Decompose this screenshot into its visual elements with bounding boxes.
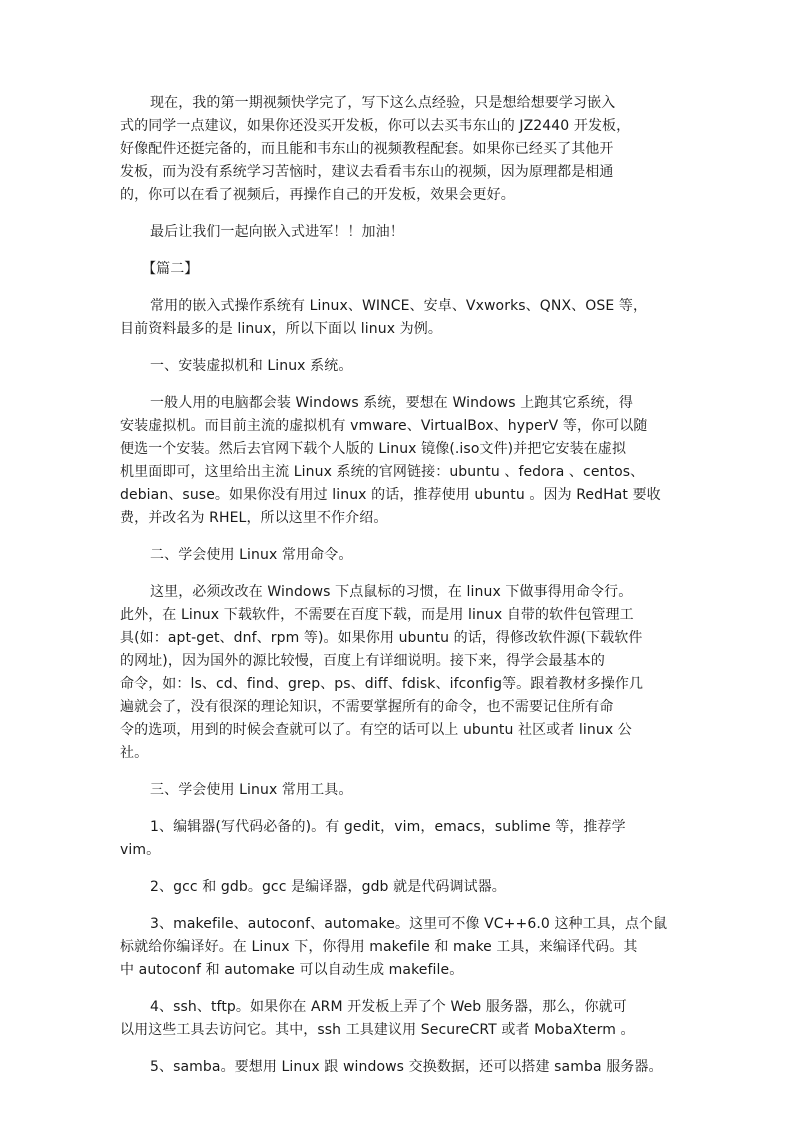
text-line: 社。 — [120, 745, 149, 761]
text-line: 一般人用的电脑都会装 Windows 系统，要想在 Windows 上跑其它系统，得 — [150, 395, 633, 411]
list-item-gcc — [120, 876, 676, 899]
paragraph-step2 — [120, 581, 676, 765]
text-line: 发板，而为没有系统学习苦恼时，建议去看看韦东山的视频，因为原理都是相通 — [120, 164, 614, 180]
step-heading-3 — [120, 779, 676, 802]
text-line: 具(如：apt-get、dnf、rpm 等)。如果你用 ubuntu 的话，得修改软件源(下载软件 — [120, 630, 643, 646]
text-line: 的，你可以在看了视频后，再操作自己的开发板，效果会更好。 — [120, 187, 515, 203]
list-item-editor — [120, 816, 676, 862]
paragraph-step1 — [120, 392, 676, 530]
text-line: 2、gcc 和 gdb。gcc 是编译器，gdb 就是代码调试器。 — [150, 879, 506, 895]
paragraph-os-list — [120, 295, 676, 341]
list-item-ssh — [120, 996, 676, 1042]
text-line: 费，并改名为 RHEL，所以这里不作介绍。 — [120, 510, 388, 526]
text-line: 式的同学一点建议，如果你还没买开发板，你可以去买韦东山的 JZ2440 开发板， — [120, 118, 631, 134]
text-line: 此外，在 Linux 下载软件，不需要在百度下载，而是用 linux 自带的软件包管理工 — [120, 607, 634, 623]
text-line: 1、编辑器(写代码必备的)。有 gedit，vim，emacs，sublime 等，推荐学 — [150, 819, 626, 835]
text-line: 好像配件还挺完备的，而且能和韦东山的视频教程配套。如果你已经买了其他开 — [120, 141, 614, 157]
text-line: 三、学会使用 Linux 常用工具。 — [150, 782, 353, 798]
step-heading-1 — [120, 355, 676, 378]
text-line: 现在，我的第一期视频快学完了，写下这么点经验，只是想给想要学习嵌入 — [150, 95, 616, 111]
paragraph-intro — [120, 92, 676, 207]
step-heading-2 — [120, 544, 676, 567]
section-heading — [120, 258, 676, 281]
text-line: 这里，必须改改在 Windows 下点鼠标的习惯，在 linux 下做事得用命令行。 — [150, 584, 633, 600]
text-line: 机里面即可，这里给出主流 Linux 系统的官网链接：ubuntu 、fedora 、centos、 — [120, 464, 645, 480]
text-line: 5、samba。要想用 Linux 跟 windows 交换数据，还可以搭建 samba 服务器。 — [150, 1059, 663, 1075]
text-line: 中 autoconf 和 automake 可以自动生成 makefile。 — [120, 962, 464, 978]
text-line: vim。 — [120, 842, 161, 858]
text-line: 以用这些工具去访问它。其中，ssh 工具建议用 SecureCRT 或者 MobaXterm 。 — [120, 1022, 635, 1038]
list-item-samba — [120, 1056, 676, 1079]
text-line: 命令，如：ls、cd、find、grep、ps、diff、fdisk、ifconfig等。跟着教材多操作几 — [120, 676, 644, 692]
document-page — [120, 92, 676, 1093]
text-line: 遍就会了，没有很深的理论知识，不需要掌握所有的命令，也不需要记住所有命 — [120, 699, 614, 715]
text-line: 的网址)，因为国外的源比较慢，百度上有详细说明。接下来，得学会最基本的 — [120, 653, 605, 669]
section-title: 【篇二】 — [142, 261, 199, 277]
text-line: 常用的嵌入式操作系统有 Linux、WINCE、安卓、Vxworks、QNX、OSE 等， — [150, 298, 648, 314]
text-line: 标就给你编译好。在 Linux 下，你得用 makefile 和 make 工具，来编译代码。其 — [120, 939, 638, 955]
text-line: 便选一个安装。然后去官网下载个人版的 Linux 镜像(.iso文件)并把它安装在虚拟 — [120, 441, 627, 457]
text-line: 3、makefile、autoconf、automake。这里可不像 VC++6.0 这种工具，点个鼠 — [150, 916, 668, 932]
text-line: 目前资料最多的是 linux，所以下面以 linux 为例。 — [120, 321, 442, 337]
text-line: 安装虚拟机。而目前主流的虚拟机有 vmware、VirtualBox、hyperV 等，你可以随 — [120, 418, 648, 434]
text-line: debian、suse。如果你没有用过 linux 的话，推荐使用 ubuntu 。因为 RedHat 要收 — [120, 487, 661, 503]
paragraph-cheer — [120, 221, 676, 244]
text-line: 二、学会使用 Linux 常用命令。 — [150, 547, 353, 563]
text-line: 一、安装虚拟机和 Linux 系统。 — [150, 358, 353, 374]
text-line: 令的选项，用到的时候会查就可以了。有空的话可以上 ubuntu 社区或者 linux 公 — [120, 722, 632, 738]
text-line: 4、ssh、tftp。如果你在 ARM 开发板上弄了个 Web 服务器，那么，你就可 — [150, 999, 627, 1015]
list-item-makefile — [120, 913, 676, 982]
text-line: 最后让我们一起向嵌入式进军！！加油！ — [150, 224, 404, 240]
